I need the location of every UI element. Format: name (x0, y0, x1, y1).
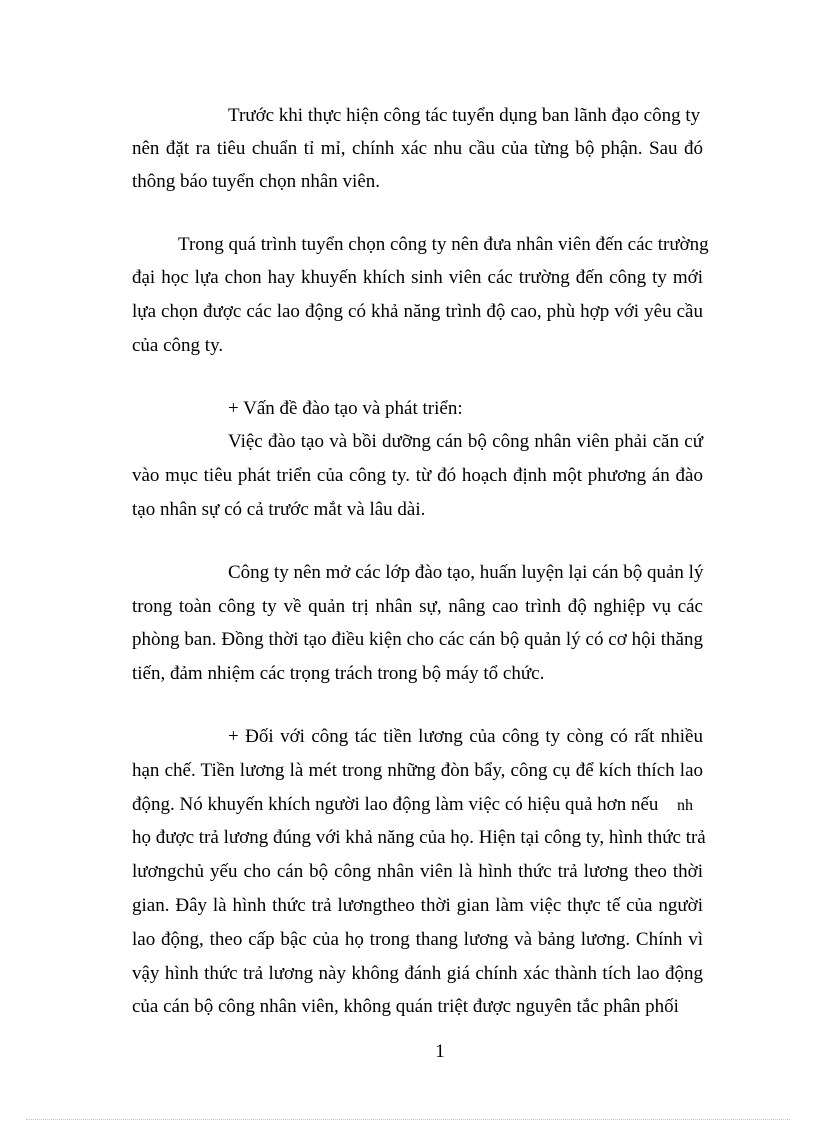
text-line: gian. Đây là hình thức trả lươngtheo thời gian làm việc thực tế của người (132, 895, 703, 916)
text-line: hạn chế. Tiền lương là mét trong những đòn bẩy, công cụ để kích thích lao (132, 760, 703, 781)
text-line: nên đặt ra tiêu chuẩn tỉ mỉ, chính xác nhu cầu của từng bộ phận. Sau đó (132, 138, 703, 159)
text-line: vào mục tiêu phát triển của công ty. từ đó hoạch định một phương án đào (132, 465, 703, 486)
text-line: + Đối với công tác tiền lương của công ty còng có rất nhiều (228, 726, 703, 747)
text-line: Việc đào tạo và bồi dưỡng cán bộ công nhân viên phải căn cứ (228, 431, 703, 452)
text-line: tiến, đảm nhiệm các trọng trách trong bộ máy tổ chức. (132, 663, 545, 684)
text-line: vậy hình thức trả lương này không đánh giá chính xác thành tích lao động (132, 963, 703, 984)
text-line: trong toàn công ty về quản trị nhân sự, nâng cao trình độ nghiệp vụ các (132, 596, 703, 617)
text-line: động. Nó khuyến khích người lao động làm việc có hiệu quả hơn nếu (132, 794, 659, 815)
text-line: Trước khi thực hiện công tác tuyển dụng ban lãnh đạo công ty (228, 105, 701, 126)
text-line: đại học lựa chon hay khuyến khích sinh viên các trường đến công ty mới (132, 267, 703, 288)
page-separator (26, 1119, 790, 1120)
text-line: họ được trả lương đúng với khả năng của họ. Hiện tại công ty, hình thức trả (132, 827, 706, 848)
section-heading: + Vấn đề đào tạo và phát triển: (228, 398, 463, 419)
text-line: của cán bộ công nhân viên, không quán triệt được nguyên tắc phân phối (132, 996, 679, 1017)
text-line: phòng ban. Đồng thời tạo điều kiện cho các cán bộ quản lý có cơ hội thăng (132, 629, 703, 650)
text-line: Công ty nên mở các lớp đào tạo, huấn luyện lại cán bộ quản lý (228, 562, 704, 583)
text-line: Trong quá trình tuyển chọn công ty nên đưa nhân viên đến các trường (178, 234, 709, 255)
text-line: lựa chọn được các lao động có khả năng trình độ cao, phù hợp với yêu cầu (132, 301, 703, 322)
stray-text: nh (677, 797, 693, 814)
text-line: lươngchủ yếu cho cán bộ công nhân viên là hình thức trả lương theo thời (132, 861, 703, 882)
text-line: tạo nhân sự có cả trước mắt và lâu dài. (132, 499, 426, 520)
text-line: lao động, theo cấp bậc của họ trong thang lương và bảng lương. Chính vì (132, 929, 703, 950)
text-line: thông báo tuyển chọn nhân viên. (132, 171, 381, 192)
text-line: của công ty. (132, 335, 224, 356)
page-number: 1 (435, 1041, 445, 1062)
